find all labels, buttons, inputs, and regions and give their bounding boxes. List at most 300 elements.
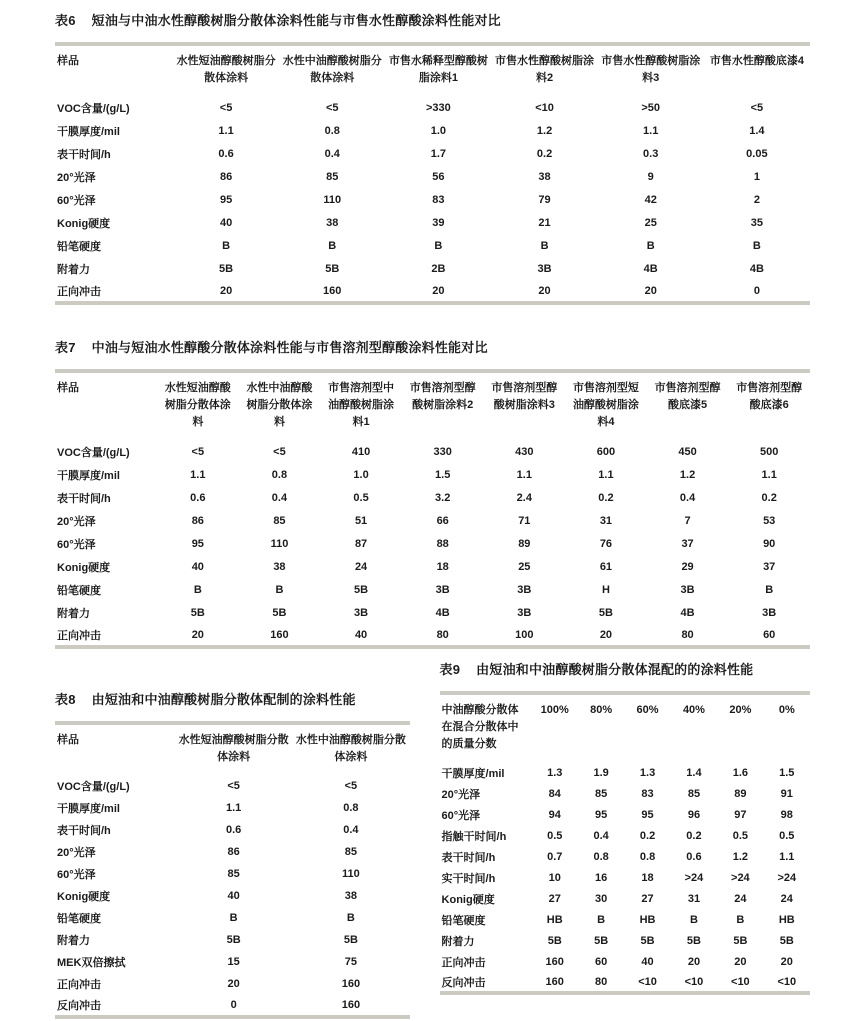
cell-value: B <box>765 583 774 596</box>
bottom-two-column-area <box>55 659 810 1019</box>
cell-value: 1.1 <box>643 124 659 137</box>
table6-section <box>55 10 810 305</box>
cell-value: 35 <box>750 216 764 229</box>
cell-value: 3B <box>354 606 369 619</box>
cell-value: 83 <box>641 787 654 800</box>
table-row <box>440 888 810 909</box>
cell-value: 40 <box>219 216 233 229</box>
cell-value: 0 <box>230 999 237 1012</box>
cell-value: 1.4 <box>686 766 702 779</box>
table-row <box>55 995 410 1017</box>
column-header: 水性中油醇酸树脂分散体涂料 <box>282 55 382 85</box>
cell-value: 20 <box>219 284 233 297</box>
row-label: VOC含量/(g/L) <box>57 446 130 459</box>
cell-value: 76 <box>599 537 613 550</box>
table-row <box>440 783 810 804</box>
cell-value: 0.5 <box>779 829 795 842</box>
cell-value: 89 <box>518 537 531 550</box>
cell-value: 1.0 <box>430 124 447 137</box>
table-row <box>440 867 810 888</box>
table7-caption: 中油与短油水性醇酸分散体涂料性能与市售溶剂型醇酸涂料性能对比 <box>91 340 488 356</box>
cell-value: 86 <box>191 514 204 527</box>
column-header: 100% <box>540 704 569 717</box>
cell-value: 51 <box>354 514 368 527</box>
cell-value: B <box>229 912 238 925</box>
cell-value: 0.4 <box>324 147 340 160</box>
row-label: 铅笔硬度 <box>441 914 486 927</box>
cell-value: 1.1 <box>761 468 777 481</box>
cell-value: 20 <box>432 284 445 297</box>
cell-value: 20 <box>191 628 204 641</box>
row-label: MEK双倍擦拭 <box>57 957 126 970</box>
cell-value: 60 <box>595 955 608 968</box>
row-label-header: 中油醇酸分散体在混合分散体中的质量分数 <box>441 704 519 751</box>
cell-value: 86 <box>227 846 240 859</box>
column-header: 80% <box>590 704 613 717</box>
table-row <box>55 973 410 995</box>
table-row <box>55 819 410 841</box>
row-label: 20°光泽 <box>57 515 96 528</box>
column-header: 水性短油醇酸树脂分散体涂料 <box>178 734 289 764</box>
cell-value: 110 <box>342 868 360 881</box>
cell-value: 1.5 <box>779 766 795 779</box>
row-label: 20°光泽 <box>57 847 96 860</box>
cell-value: B <box>346 912 355 925</box>
cell-value: 3B <box>517 606 532 619</box>
table-row <box>55 211 810 234</box>
cell-value: 95 <box>219 193 233 206</box>
cell-value: 5B <box>190 606 205 619</box>
row-label: 干膜厚度/mil <box>57 803 120 816</box>
cell-value: 9 <box>647 170 654 183</box>
cell-value: B <box>222 239 231 252</box>
table-row <box>55 863 410 885</box>
cell-value: B <box>540 239 549 252</box>
cell-value: 1.7 <box>430 147 447 160</box>
column-header: 水性中油醇酸树脂分散体涂料 <box>246 382 313 429</box>
table-row <box>55 96 810 119</box>
table-row <box>55 624 810 647</box>
row-label: 干膜厚度/mil <box>441 767 505 780</box>
cell-value: 4B <box>749 262 764 275</box>
table8 <box>55 721 410 1019</box>
cell-value: 24 <box>734 892 747 905</box>
cell-value: 85 <box>273 514 286 527</box>
cell-value: 40 <box>641 955 654 968</box>
cell-value: 1.2 <box>732 850 748 863</box>
cell-value: 79 <box>538 193 551 206</box>
cell-value: 95 <box>595 808 608 821</box>
table-row <box>55 440 810 463</box>
cell-value: 94 <box>548 808 561 821</box>
row-label: Konig硬度 <box>57 561 111 574</box>
cell-value: 0.8 <box>593 850 609 863</box>
cell-value: 0.5 <box>353 491 369 504</box>
cell-value: 21 <box>538 216 551 229</box>
cell-value: 110 <box>323 193 342 206</box>
cell-value: 88 <box>436 537 449 550</box>
cell-value: 160 <box>545 975 564 988</box>
cell-value: 1.1 <box>190 468 206 481</box>
cell-value: 15 <box>227 956 240 969</box>
row-label: Konig硬度 <box>57 891 111 904</box>
cell-value: B <box>752 239 761 252</box>
table8-title <box>55 689 410 708</box>
cell-value: 42 <box>644 193 657 206</box>
cell-value: 40 <box>227 890 240 903</box>
cell-value: 85 <box>595 787 608 800</box>
row-label-header: 样品 <box>57 55 79 67</box>
cell-value: 0.4 <box>271 491 288 504</box>
row-label: Konig硬度 <box>441 893 495 906</box>
cell-value: 0.6 <box>190 491 206 504</box>
table-row <box>55 929 410 951</box>
header-row <box>55 371 810 440</box>
cell-value: <5 <box>273 445 286 458</box>
cell-value: 410 <box>351 445 371 458</box>
column-header: 市售溶剂型醇酸底漆6 <box>736 382 803 412</box>
cell-value: B <box>275 583 284 596</box>
cell-value: 5B <box>354 583 369 596</box>
cell-value: 5B <box>325 262 340 275</box>
cell-value: 86 <box>219 170 233 183</box>
cell-value: 450 <box>678 445 697 458</box>
cell-value: 0.6 <box>686 850 702 863</box>
cell-value: <10 <box>731 975 750 988</box>
cell-value: 61 <box>599 560 613 573</box>
cell-value: 0.8 <box>343 802 359 815</box>
cell-value: 4B <box>643 262 658 275</box>
table-row <box>55 257 810 280</box>
cell-value: 39 <box>432 216 445 229</box>
row-label: 指触干时间/h <box>441 830 507 843</box>
cell-value: 500 <box>760 445 779 458</box>
table-row <box>55 841 410 863</box>
column-header: 市售溶剂型醇酸树脂涂料2 <box>409 382 476 412</box>
row-label: 正向冲击 <box>57 629 101 642</box>
cell-value: 0.2 <box>639 829 656 842</box>
cell-value: 3.2 <box>435 491 451 504</box>
cell-value: 160 <box>270 628 289 641</box>
cell-value: 20 <box>538 284 551 297</box>
cell-value: 2 <box>753 193 760 206</box>
row-label: 20°光泽 <box>57 171 96 184</box>
cell-value: 0.4 <box>343 824 359 837</box>
cell-value: <10 <box>638 975 657 988</box>
cell-value: <5 <box>750 101 764 114</box>
row-label: 60°光泽 <box>57 538 96 551</box>
table6 <box>55 42 810 305</box>
cell-value: 56 <box>432 170 445 183</box>
cell-value: 38 <box>538 170 551 183</box>
cell-value: 95 <box>191 537 204 550</box>
table-row <box>440 909 810 930</box>
table7-number: 表7 <box>55 340 76 356</box>
table-row <box>55 119 810 142</box>
row-label: 表干时间/h <box>57 148 111 161</box>
cell-value: 5B <box>547 934 562 947</box>
cell-value: 38 <box>344 890 358 903</box>
cell-value: 60 <box>763 628 776 641</box>
cell-value: >330 <box>426 101 451 114</box>
table8-section <box>55 689 410 1019</box>
cell-value: 1.4 <box>749 124 765 137</box>
cell-value: 84 <box>548 787 561 800</box>
cell-value: 1.1 <box>598 468 614 481</box>
table-row <box>55 188 810 211</box>
cell-value: H <box>601 583 610 596</box>
table9-caption: 由短油和中油醇酸树脂分散体混配的的涂料性能 <box>476 662 754 678</box>
cell-value: 20 <box>599 628 613 641</box>
row-label-header: 样品 <box>57 734 79 747</box>
cell-value: 0.6 <box>218 147 234 160</box>
cell-value: 2.4 <box>516 491 532 504</box>
cell-value: 5B <box>343 934 358 947</box>
cell-value: 160 <box>341 978 361 991</box>
cell-value: B <box>736 913 745 926</box>
cell-value: 20 <box>227 978 240 991</box>
table-row <box>55 951 410 973</box>
cell-value: 29 <box>681 560 694 573</box>
cell-value: 0.8 <box>639 850 656 863</box>
table-row <box>55 578 810 601</box>
cell-value: 20 <box>644 284 657 297</box>
cell-value: 1.5 <box>435 468 451 481</box>
table-row <box>440 846 810 867</box>
column-header: 市售溶剂型醇酸树脂涂料3 <box>491 382 558 412</box>
table-row <box>55 555 810 578</box>
cell-value: 160 <box>323 284 342 297</box>
cell-value: 71 <box>518 514 531 527</box>
cell-value: 85 <box>687 787 701 800</box>
cell-value: 3B <box>762 606 777 619</box>
table-row <box>440 930 810 951</box>
cell-value: 330 <box>433 445 452 458</box>
table-row <box>55 532 810 555</box>
row-label: 附着力 <box>57 263 90 276</box>
row-label: 干膜厚度/mil <box>57 125 120 138</box>
cell-value: 1.1 <box>516 468 532 481</box>
cell-value: 1 <box>753 170 760 183</box>
cell-value: 5B <box>272 606 287 619</box>
cell-value: 3B <box>537 262 552 275</box>
row-label: 铅笔硬度 <box>57 240 101 253</box>
cell-value: B <box>434 239 443 252</box>
header-row <box>440 693 810 762</box>
cell-value: 0.2 <box>536 147 553 160</box>
column-header: 60% <box>636 704 659 717</box>
cell-value: 85 <box>344 846 358 859</box>
cell-value: 1.3 <box>639 766 656 779</box>
cell-value: <10 <box>684 975 704 988</box>
row-label: 实干时间/h <box>441 872 496 885</box>
cell-value: 5B <box>779 934 794 947</box>
cell-value: 97 <box>734 808 747 821</box>
cell-value: 80 <box>436 628 449 641</box>
cell-value: <5 <box>219 101 233 114</box>
column-header: 水性短油醇酸树脂分散体涂料 <box>164 382 231 429</box>
row-label: 附着力 <box>441 935 475 948</box>
cell-value: 20 <box>780 955 793 968</box>
cell-value: 40 <box>191 560 204 573</box>
cell-value: 37 <box>763 560 776 573</box>
cell-value: 37 <box>681 537 694 550</box>
cell-value: >50 <box>641 101 661 114</box>
table7-section <box>55 337 810 649</box>
column-header: 0% <box>778 704 795 717</box>
cell-value: 20 <box>734 955 747 968</box>
row-label: VOC含量/(g/L) <box>57 781 130 794</box>
column-header: 市售溶剂型短油醇酸树脂涂料4 <box>572 382 639 429</box>
cell-value: 75 <box>344 956 358 969</box>
cell-value: B <box>193 583 202 596</box>
row-label: 反向冲击 <box>57 1000 101 1013</box>
cell-value: 0.2 <box>686 829 702 842</box>
table8-caption: 由短油和中油醇酸树脂分散体配制的涂料性能 <box>91 692 356 708</box>
column-header: 20% <box>729 704 752 717</box>
cell-value: 3B <box>680 583 695 596</box>
cell-value: <5 <box>344 780 358 793</box>
cell-value: 0.3 <box>643 147 659 160</box>
table-row <box>440 972 810 993</box>
cell-value: 5B <box>219 262 234 275</box>
cell-value: 16 <box>595 871 608 884</box>
cell-value: 2B <box>431 262 446 275</box>
row-label: 表干时间/h <box>441 851 496 864</box>
table-row <box>55 885 410 907</box>
table-row <box>55 486 810 509</box>
row-label: 铅笔硬度 <box>57 913 101 926</box>
table7 <box>55 369 810 649</box>
table9-number: 表9 <box>439 662 461 678</box>
cell-value: 90 <box>763 537 776 550</box>
cell-value: 18 <box>641 871 654 884</box>
cell-value: 27 <box>548 892 561 905</box>
header-row <box>55 44 810 96</box>
cell-value: <5 <box>191 445 205 458</box>
cell-value: 5B <box>686 934 701 947</box>
cell-value: 0.6 <box>225 824 242 837</box>
cell-value: 53 <box>763 514 776 527</box>
cell-value: 0.7 <box>547 850 563 863</box>
cell-value: 0.5 <box>732 829 748 842</box>
row-label: 正向冲击 <box>441 956 486 969</box>
cell-value: 5B <box>226 934 241 947</box>
row-label: 正向冲击 <box>57 979 101 992</box>
cell-value: <10 <box>777 975 797 988</box>
cell-value: 27 <box>641 892 654 905</box>
cell-value: 1.9 <box>593 766 609 779</box>
table8-number: 表8 <box>55 692 76 708</box>
cell-value: 87 <box>354 537 368 550</box>
row-label: Konig硬度 <box>57 217 111 230</box>
cell-value: 5B <box>598 606 613 619</box>
table9-title <box>440 659 810 678</box>
table6-caption: 短油与中油水性醇酸树脂分散体涂料性能与市售水性醇酸涂料性能对比 <box>91 13 501 28</box>
cell-value: 91 <box>780 787 793 800</box>
table-row <box>55 601 810 624</box>
cell-value: 3B <box>435 583 450 596</box>
row-label: 附着力 <box>57 607 90 620</box>
cell-value: 0.8 <box>271 468 288 481</box>
cell-value: 25 <box>518 560 531 573</box>
table9 <box>440 691 810 995</box>
cell-value: 3B <box>517 583 532 596</box>
table-row <box>440 762 810 783</box>
row-label: VOC含量/(g/L) <box>57 102 130 115</box>
row-label: 表干时间/h <box>57 825 111 838</box>
cell-value: 160 <box>341 999 361 1012</box>
table-row <box>55 775 410 797</box>
cell-value: HB <box>546 913 563 926</box>
table-row <box>55 234 810 257</box>
cell-value: 600 <box>596 445 616 458</box>
row-label: 正向冲击 <box>57 285 101 298</box>
column-header: 40% <box>682 704 705 717</box>
cell-value: 31 <box>687 892 701 905</box>
cell-value: 0.8 <box>324 124 340 137</box>
row-label: 干膜厚度/mil <box>57 469 120 482</box>
cell-value: B <box>646 239 655 252</box>
cell-value: 1.1 <box>218 124 234 137</box>
cell-value: 0.05 <box>746 147 768 160</box>
cell-value: 4B <box>680 606 695 619</box>
cell-value: 24 <box>780 892 793 905</box>
cell-value: 80 <box>595 975 608 988</box>
cell-value: 10 <box>548 871 561 884</box>
row-label: 20°光泽 <box>441 788 481 801</box>
cell-value: HB <box>778 913 795 926</box>
cell-value: 0.2 <box>598 491 614 504</box>
cell-value: 110 <box>270 537 289 550</box>
cell-value: 83 <box>432 193 445 206</box>
cell-value: 98 <box>780 808 793 821</box>
table6-number: 表6 <box>55 13 76 28</box>
cell-value: 85 <box>227 868 240 881</box>
table-row <box>55 509 810 532</box>
cell-value: 0.5 <box>547 829 563 842</box>
table-row <box>55 463 810 486</box>
row-label: 附着力 <box>57 935 90 948</box>
cell-value: >24 <box>777 871 797 884</box>
table-row <box>55 165 810 188</box>
cell-value: 1.6 <box>732 766 748 779</box>
table-row <box>55 142 810 165</box>
cell-value: 38 <box>326 216 339 229</box>
cell-value: 100 <box>515 628 534 641</box>
cell-value: 40 <box>354 628 368 641</box>
cell-value: 430 <box>515 445 534 458</box>
row-label: 表干时间/h <box>57 492 111 505</box>
column-header: 市售水稀释型醇酸树脂涂料1 <box>388 55 488 85</box>
cell-value: 20 <box>687 955 701 968</box>
column-header: 市售水性醇酸底漆4 <box>709 55 804 67</box>
cell-value: 0.4 <box>593 829 609 842</box>
column-header: 市售水性醇酸树脂涂料3 <box>601 55 701 85</box>
cell-value: 85 <box>326 170 339 183</box>
cell-value: 1.3 <box>547 766 563 779</box>
cell-value: B <box>597 913 606 926</box>
cell-value: 0.2 <box>761 491 777 504</box>
cell-value: 25 <box>644 216 657 229</box>
cell-value: <5 <box>325 101 339 114</box>
cell-value: 0.4 <box>679 491 696 504</box>
column-header: 水性短油醇酸树脂分散体涂料 <box>176 55 276 85</box>
cell-value: <10 <box>535 101 554 114</box>
header-row <box>55 723 410 775</box>
cell-value: 1.1 <box>779 850 795 863</box>
table-row <box>55 280 810 303</box>
